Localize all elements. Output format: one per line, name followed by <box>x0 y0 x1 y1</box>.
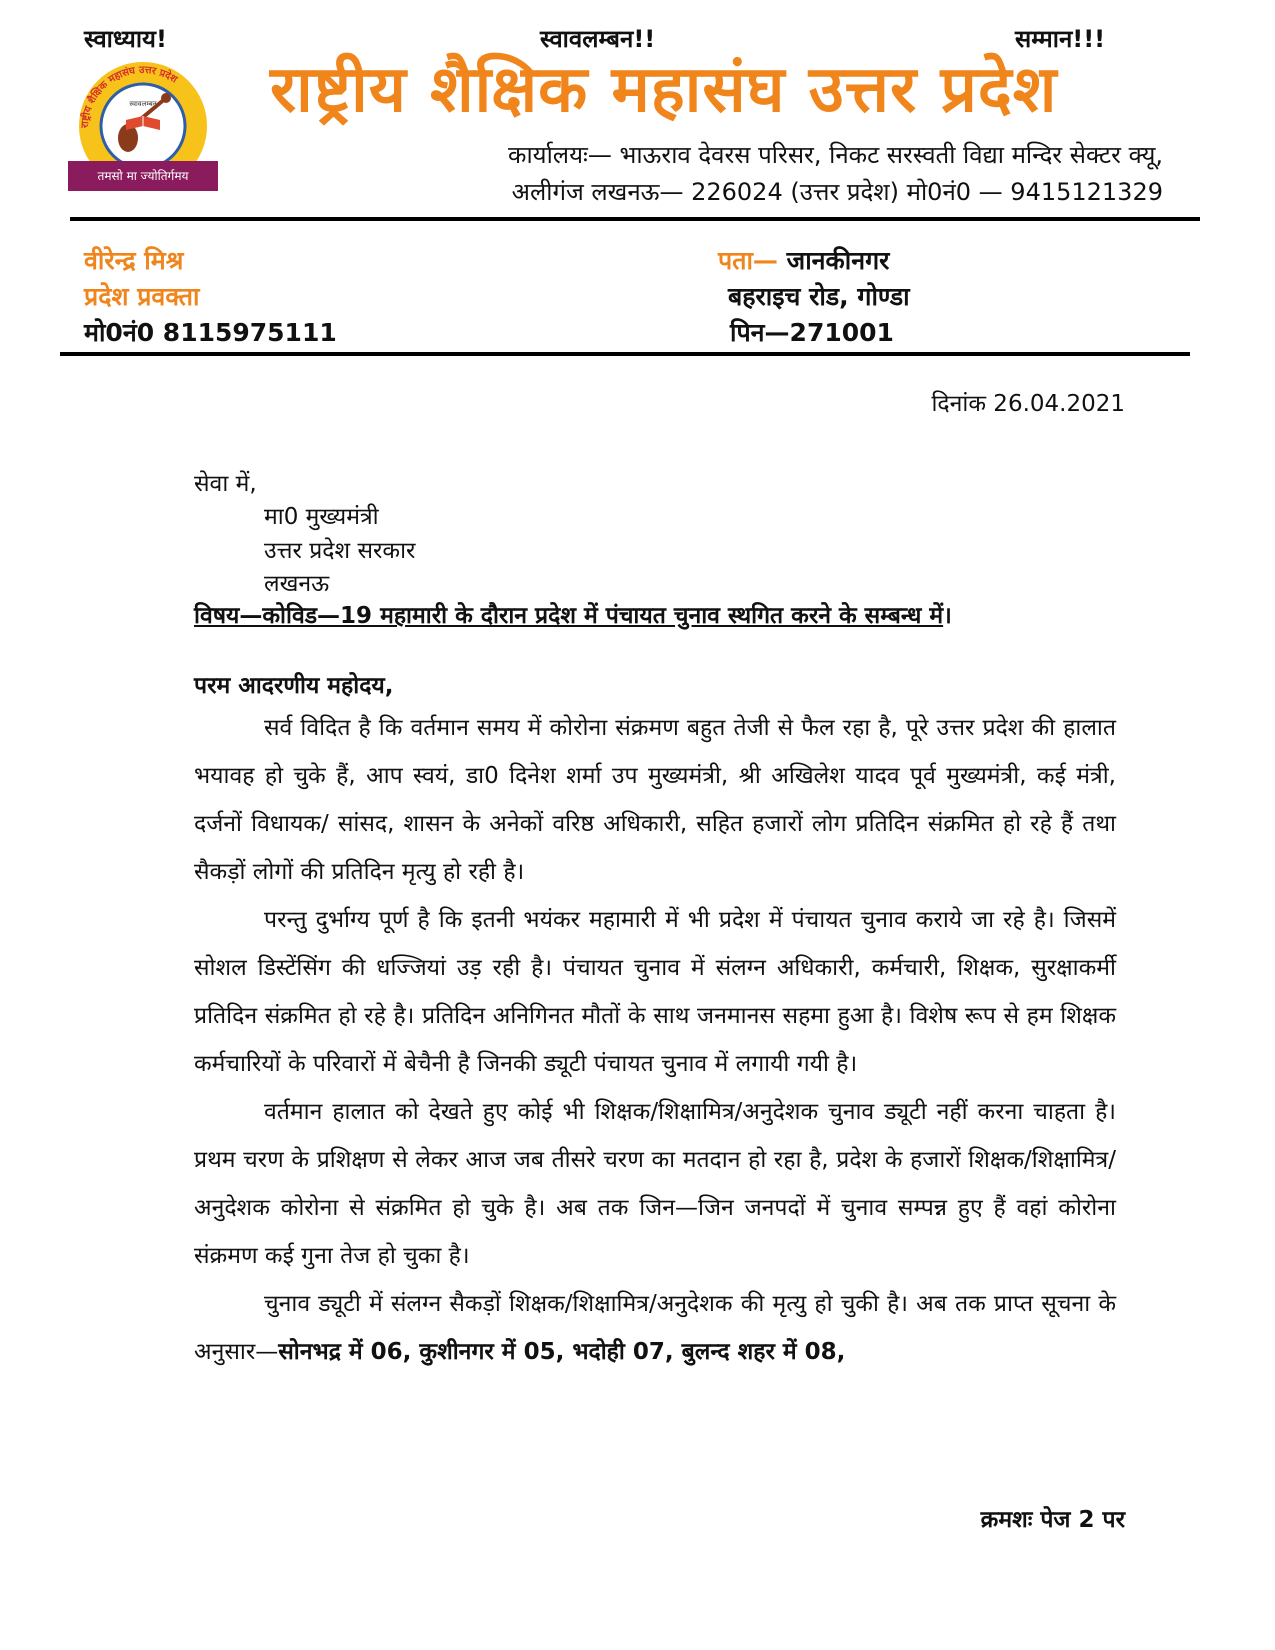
address-line-2: बहराइच रोड, गोण्डा <box>728 282 910 311</box>
sender-name: वीरेन्द्र मिश्र <box>84 246 184 275</box>
body-paragraph-last-plain: चुनाव ड्यूटी में संलग्न सैकड़ों शिक्षक/शिक्षामित्र/अनुदेशक की मृत्यु हो चुकी है। अब तक प्राप्त सूचना के अनुसार— <box>194 1291 1116 1365</box>
motto-self-reliance: स्वावलम्बन!! <box>540 25 656 53</box>
logo-ring-text: राष्ट्रीय शैक्षिक महासंघ उत्तर प्रदेश <box>79 64 179 129</box>
death-counts: सोनभद्र में 06, कुशीनगर में 05, भदोही 07, बुलन्द शहर में 08, <box>278 1339 846 1365</box>
motto-respect: सम्मान!!! <box>1015 25 1106 53</box>
office-address-line-2: अलीगंज लखनऊ— 226024 (उत्तर प्रदेश) मो0नं0 — 9415121329 <box>511 178 1163 206</box>
header-divider <box>70 217 1200 221</box>
body-paragraph-last <box>194 1280 1116 1376</box>
body-paragraph: वर्तमान हालात को देखते हुए कोई भी शिक्षक/शिक्षामित्र/अनुदेशक चुनाव ड्यूटी नहीं करना चाहता है। प्रथम चरण के प्रशिक्षण से लेकर आज जब तीसरे चरण का मतदान हो रहा है, प्रदेश के हजारों शिक्षक/शिक्षामित्र/अनुदेशक कोरोना से संक्रमित हो चुके है। अब तक जिन—जिन जनपदों में चुनाव सम्पन्न हुए हैं वहां कोरोना संक्रमण कई गुना तेज हो चुका है। <box>194 1099 1116 1269</box>
sender-mobile: मो0नं0 8115975111 <box>84 318 337 347</box>
address-locality: जानकीनगर <box>786 246 890 275</box>
recipient-line: मा0 मुख्यमंत्री <box>264 504 379 530</box>
letter-body <box>194 704 1116 1376</box>
letter-date: दिनांक 26.04.2021 <box>931 391 1125 417</box>
letter-subject <box>194 598 952 630</box>
organization-logo <box>68 58 218 191</box>
subject-text: विषय—कोविड—19 महामारी के दौरान प्रदेश में पंचायत चुनाव स्थगित करने के सम्बन्ध में <box>194 603 944 629</box>
logo-banner-text: तमसो मा ज्योतिर्गमय <box>97 169 189 183</box>
subject-end: । <box>943 603 952 629</box>
sender-designation: प्रदेश प्रवक्ता <box>84 282 200 311</box>
body-paragraph: सर्व विदित है कि वर्तमान समय में कोरोना संक्रमण बहुत तेजी से फैल रहा है, पूरे उत्तर प्रदेश की हालात भयावह हो चुके हैं, आप स्वयं, डा0 दिनेश शर्मा उप मुख्यमंत्री, श्री अखिलेश यादव पूर्व मुख्यमंत्री, कई मंत्री, दर्जनों विधायक/ सांसद, शासन के अनेकों वरिष्ठ अधिकारी, सहित हजारों लोग प्रतिदिन संक्रमित हो रहे हैं तथा सैकड़ों लोगों की प्रतिदिन मृत्यु हो रही है। <box>194 715 1116 885</box>
address-label: पता— <box>718 246 778 275</box>
logo-inner-text: स्वावलम्बन <box>129 100 157 108</box>
address-pin: पिन—271001 <box>730 318 894 347</box>
recipient-salutation: सेवा में, <box>194 471 257 497</box>
office-address-line-1: कार्यालयः— भाऊराव देवरस परिसर, निकट सरस्वती विद्या मन्दिर सेक्टर क्यू, <box>508 141 1163 169</box>
recipient-line: लखनऊ <box>264 571 330 597</box>
body-paragraph: परन्तु दुर्भाग्य पूर्ण है कि इतनी भयंकर महामारी में भी प्रदेश में पंचायत चुनाव कराये जा रहे है। जिसमें सोशल डिस्टेंसिंग की धज्जियां उड़ रही है। पंचायत चुनाव में संलग्न अधिकारी, कर्मचारी, शिक्षक, सुरक्षाकर्मी प्रतिदिन संक्रमित हो रहे है। प्रतिदिन अनिगिनत मौतों के साथ जनमानस सहमा हुआ है। विशेष रूप से हम शिक्षक कर्मचारियों के परिवारों में बेचैनी है जिनकी ड्यूटी पंचायत चुनाव में लगायी गयी है। <box>194 907 1116 1077</box>
organization-name: राष्ट्रीय शैक्षिक महासंघ उत्तर प्रदेश <box>270 53 1058 127</box>
motto-self-study: स्वाध्याय! <box>84 25 167 53</box>
address-line-1 <box>718 243 889 277</box>
sender-divider <box>60 352 1190 356</box>
continued-note: क्रमशः पेज 2 पर <box>980 1507 1125 1533</box>
letter-salutation: परम आदरणीय महोदय, <box>194 673 394 699</box>
recipient-line: उत्तर प्रदेश सरकार <box>264 538 416 564</box>
